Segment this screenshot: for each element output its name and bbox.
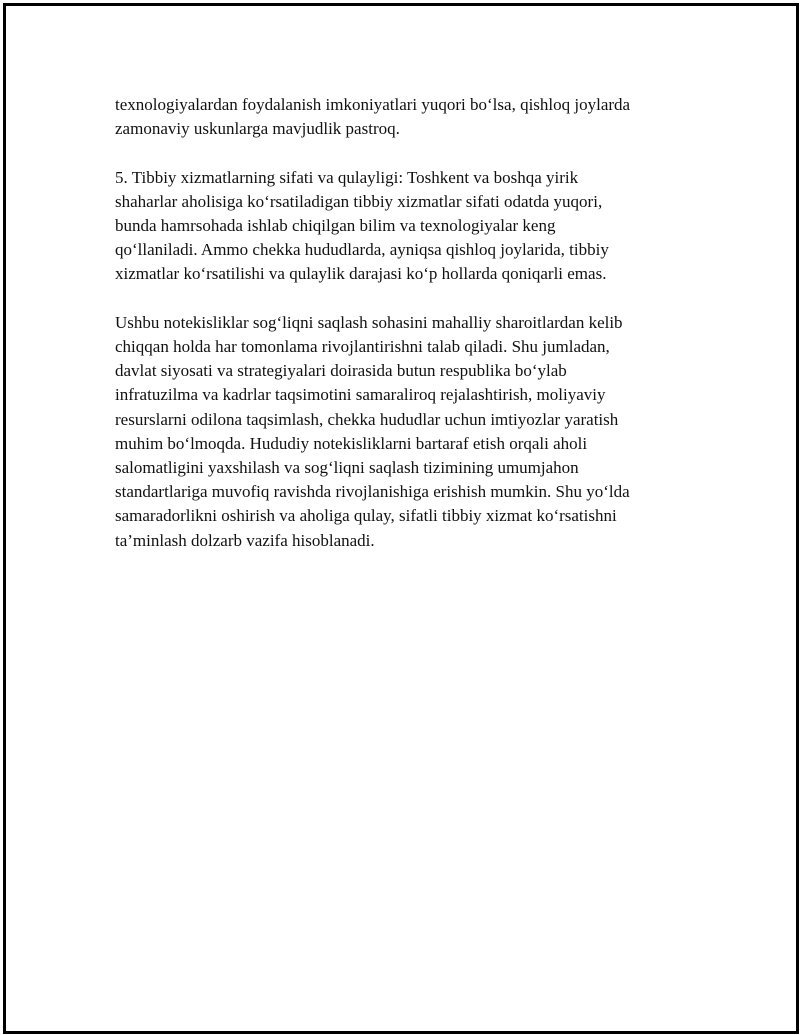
- text-line: shaharlar aholisiga ko‘rsatiladigan tibbiy xizmatlar sifati odatda yuqori,: [115, 191, 603, 211]
- text-line: resurslarni odilona taqsimlash, chekka hududlar uchun imtiyozlar yaratish: [115, 409, 619, 429]
- paragraph-item-5: [115, 166, 695, 287]
- text-line: infratuzilma va kadrlar taqsimotini samaraliroq rejalashtirish, moliyaviy: [115, 385, 606, 405]
- text-line: Ushbu notekisliklar sog‘liqni saqlash sohasini mahalliy sharoitlardan kelib: [115, 312, 623, 332]
- document-body: [115, 93, 695, 577]
- text-line: xizmatlar ko‘rsatilishi va qulaylik darajasi ko‘p hollarda qoniqarli emas.: [115, 264, 607, 284]
- text-line: zamonaviy uskunlarga mavjudlik pastroq.: [115, 119, 400, 139]
- text-line: 5. Tibbiy xizmatlarning sifati va qulayligi: Toshkent va boshqa yirik: [115, 167, 579, 187]
- paragraph-continuation: [115, 93, 695, 141]
- paragraph-conclusion: [115, 311, 695, 553]
- text-line: ta’minlash dolzarb vazifa hisoblanadi.: [115, 530, 375, 550]
- text-line: chiqqan holda har tomonlama rivojlantirishni talab qiladi. Shu jumladan,: [115, 337, 610, 356]
- text-line: salomatligini yaxshilash va sog‘liqni saqlash tizimining umumjahon: [115, 458, 579, 478]
- text-line: bunda hamrsohada ishlab chiqilgan bilim va texnologiyalar keng: [115, 216, 556, 235]
- text-line: muhim bo‘lmoqda. Hududiy notekisliklarni bartaraf etish orqali aholi: [115, 433, 588, 453]
- text-line: samaradorlikni oshirish va aholiga qulay, sifatli tibbiy xizmat ko‘rsatishni: [115, 506, 617, 526]
- text-line: qo‘llaniladi. Ammo chekka hududlarda, ayniqsa qishloq joylarida, tibbiy: [115, 240, 609, 260]
- text-line: texnologiyalardan foydalanish imkoniyatlari yuqori bo‘lsa, qishloq joylarda: [115, 95, 631, 114]
- text-line: davlat siyosati va strategiyalari doirasida butun respublika bo‘ylab: [115, 361, 567, 381]
- text-line: standartlariga muvofiq ravishda rivojlanishiga erishish mumkin. Shu yo‘lda: [115, 482, 630, 502]
